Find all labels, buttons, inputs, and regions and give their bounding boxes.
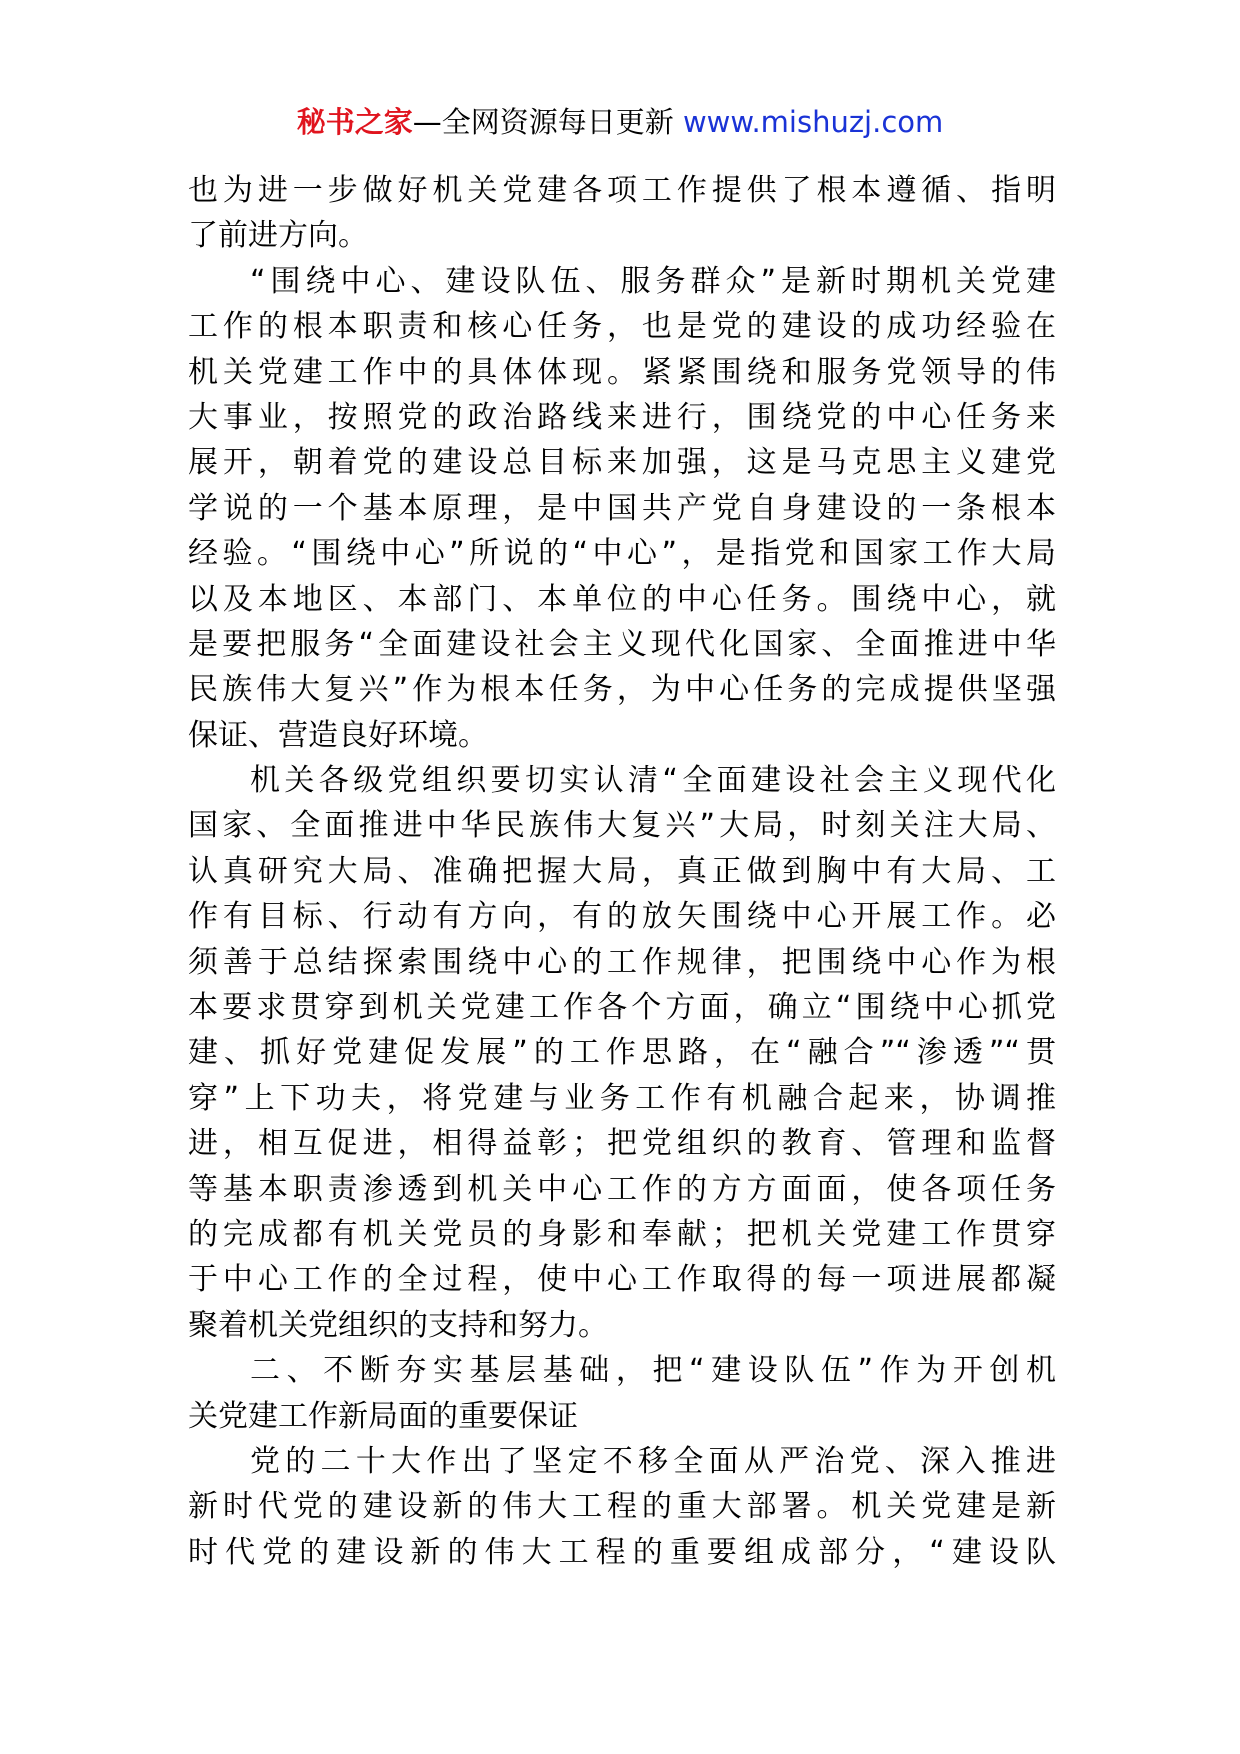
text-line: 认真研究大局、准确把握大局，真正做到胸中有大局、工 (188, 853, 1056, 889)
document-body (188, 168, 1056, 1575)
text-line: 了前进方向。 (188, 218, 368, 254)
text-line: 聚着机关党组织的支持和努力。 (188, 1307, 608, 1343)
text-line: 民族伟大复兴”作为根本任务，为中心任务的完成提供坚强 (188, 672, 1056, 708)
site-url-link[interactable]: www.mishuzj.com (682, 105, 944, 139)
text-line: 本要求贯穿到机关党建工作各个方面，确立“围绕中心抓党 (188, 990, 1056, 1026)
text-line: 国家、全面推进中华民族伟大复兴”大局，时刻关注大局、 (188, 808, 1056, 844)
text-line: 大事业，按照党的政治路线来进行，围绕党的中心任务来 (188, 399, 1056, 435)
text-line: 党的二十大作出了坚定不移全面从严治党、深入推进 (250, 1443, 1056, 1479)
text-line: 穿”上下功夫，将党建与业务工作有机融合起来，协调推 (188, 1080, 1056, 1116)
text-line: 也为进一步做好机关党建各项工作提供了根本遵循、指明 (188, 173, 1056, 208)
text-line: 以及本地区、本部门、本单位的中心任务。围绕中心，就 (188, 581, 1056, 617)
text-line: 关党建工作新局面的重要保证 (188, 1398, 578, 1434)
text-line: 展开，朝着党的建设总目标来加强，这是马克思主义建党 (188, 445, 1056, 481)
header-tagline: —全网资源每日更新 (412, 105, 683, 139)
brand-name: 秘书之家 (296, 105, 413, 139)
text-line: 是要把服务“全面建设社会主义现代化国家、全面推进中华 (188, 626, 1056, 662)
page-header (0, 100, 1240, 144)
text-line: 等基本职责渗透到机关中心工作的方方面面，使各项任务 (188, 1171, 1056, 1207)
text-line: 学说的一个基本原理，是中国共产党自身建设的一条根本 (188, 490, 1056, 526)
text-line: “围绕中心、建设队伍、服务群众”是新时期机关党建 (250, 263, 1056, 299)
text-line: 保证、营造良好环境。 (188, 717, 488, 753)
text-line: 的完成都有机关党员的身影和奉献；把机关党建工作贯穿 (188, 1216, 1056, 1252)
text-line: 机关各级党组织要切实认清“全面建设社会主义现代化 (250, 763, 1056, 799)
text-line: 工作的根本职责和核心任务，也是党的建设的成功经验在 (188, 309, 1056, 345)
text-line: 机关党建工作中的具体体现。紧紧围绕和服务党领导的伟 (188, 354, 1056, 390)
text-line: 作有目标、行动有方向，有的放矢围绕中心开展工作。必 (188, 899, 1056, 935)
text-line: 新时代党的建设新的伟大工程的重大部署。机关党建是新 (188, 1489, 1056, 1525)
text-line: 于中心工作的全过程，使中心工作取得的每一项进展都凝 (188, 1262, 1056, 1298)
text-line: 经验。“围绕中心”所说的“中心”，是指党和国家工作大局 (188, 536, 1056, 572)
text-line: 二、不断夯实基层基础，把“建设队伍”作为开创机 (250, 1353, 1056, 1389)
text-line: 须善于总结探索围绕中心的工作规律，把围绕中心作为根 (188, 944, 1056, 980)
text-line: 建、抓好党建促发展”的工作思路，在“融合”“渗透”“贯 (188, 1035, 1056, 1071)
text-line: 进，相互促进，相得益彰；把党组织的教育、管理和监督 (188, 1126, 1056, 1162)
text-line: 时代党的建设新的伟大工程的重要组成部分，“建设队 (188, 1534, 1056, 1570)
